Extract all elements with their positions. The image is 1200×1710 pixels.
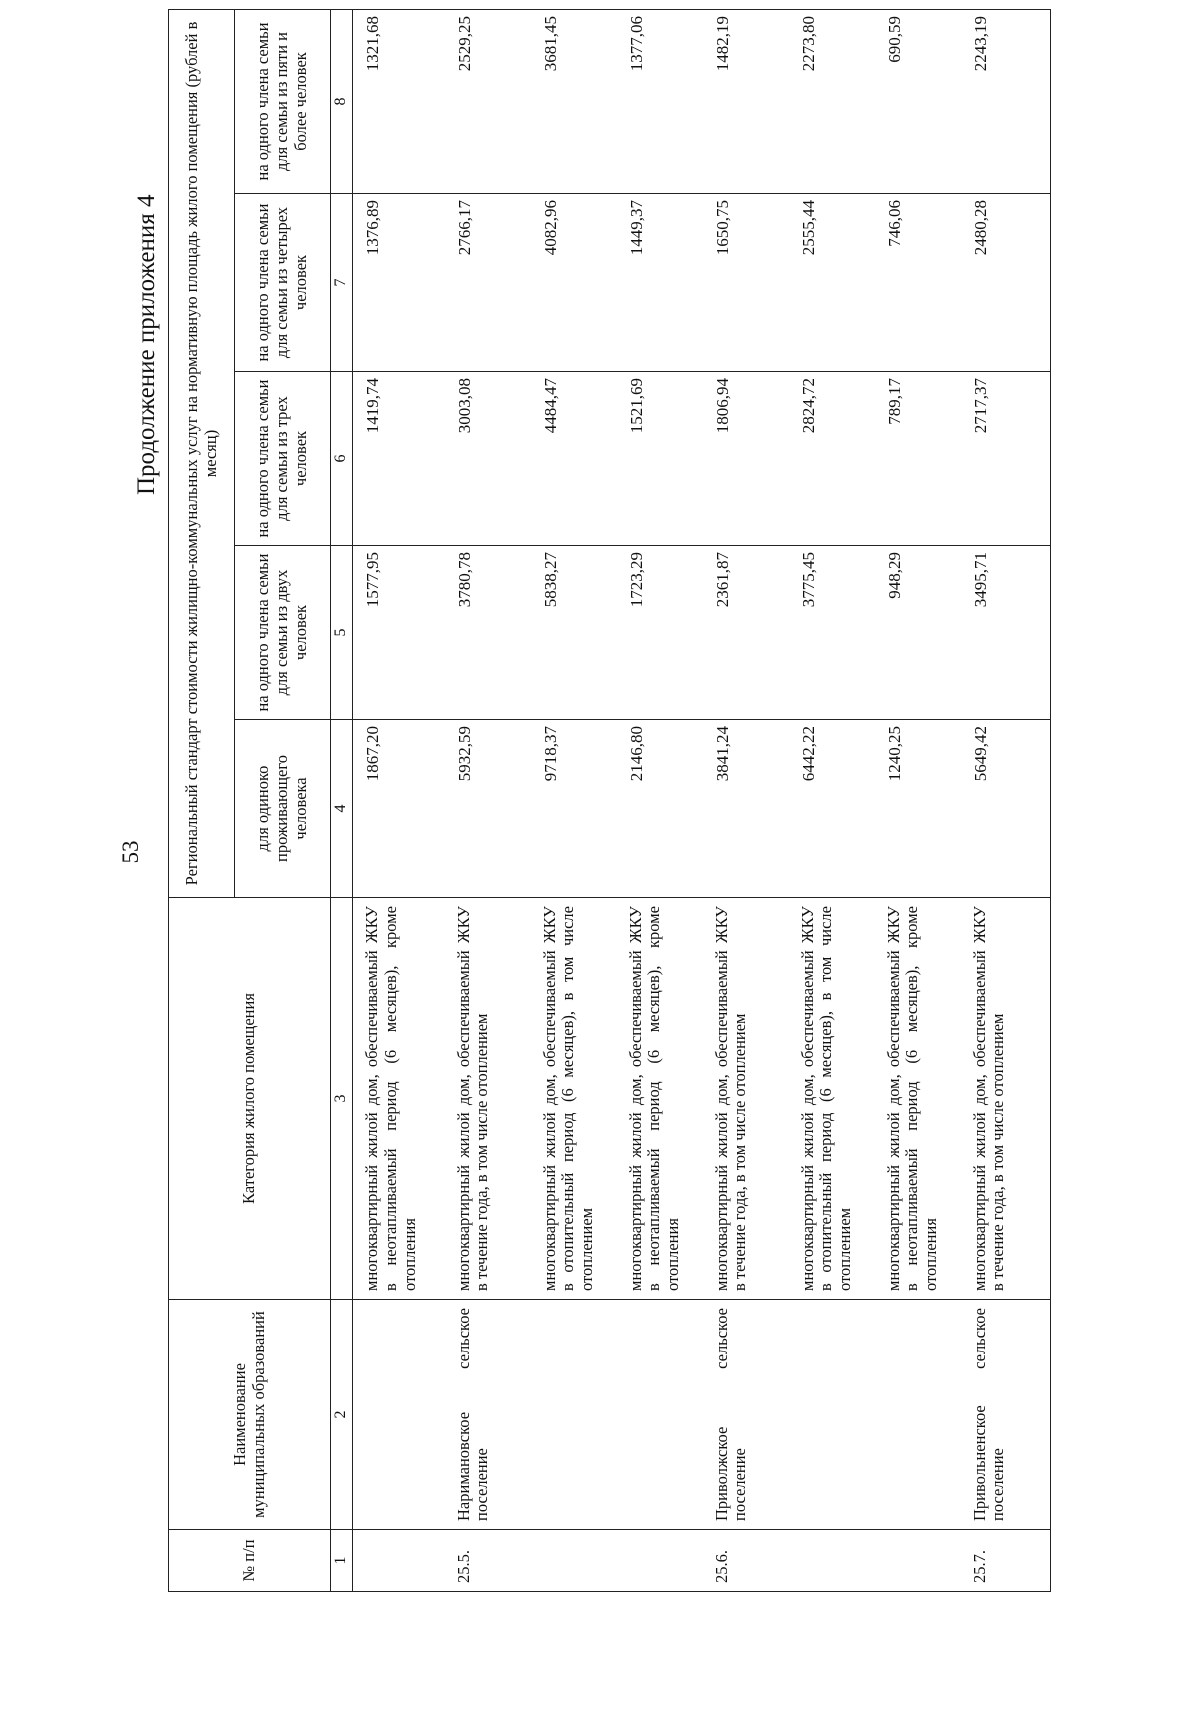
municipality-name [789, 1300, 875, 1530]
value-two: 1723,29 [617, 546, 703, 720]
housing-category: многоквартирный жилой дом, обеспечиваемый ЖКУ в неотапливаемый период (6 месяцев), кроме отопления [617, 898, 703, 1300]
header-group-title: Региональный стандарт стоимости жилищно-коммунальных услуг на нормативную площадь жилого помещения (рублей в месяц) [169, 9, 235, 897]
value-four: 746,06 [875, 194, 961, 372]
value-single: 1240,25 [875, 720, 961, 898]
table-row [353, 9, 445, 1591]
value-three: 2717,37 [961, 372, 1051, 546]
value-two: 2361,87 [703, 546, 789, 720]
housing-category: многоквартирный жилой дом, обеспечиваемый ЖКУ в отопительный период (6 месяцев), в том числе отоплением [531, 898, 617, 1300]
col-number: 4 [331, 720, 353, 898]
value-single: 2146,80 [617, 720, 703, 898]
value-four: 2480,28 [961, 194, 1051, 372]
header-no: № п/п [169, 1530, 331, 1592]
row-number: 25.7. [961, 1530, 1051, 1592]
value-single: 3841,24 [703, 720, 789, 898]
value-three: 789,17 [875, 372, 961, 546]
housing-category: многоквартирный жилой дом, обеспечиваемый ЖКУ в течение года, в том числе отоплением [445, 898, 531, 1300]
header-sub-two: на одного члена семьи для семьи из двух человек [235, 546, 331, 720]
table-row [531, 9, 617, 1591]
value-three: 1419,74 [353, 372, 445, 546]
value-five-plus: 2273,80 [789, 9, 875, 193]
value-two: 3775,45 [789, 546, 875, 720]
value-two: 948,29 [875, 546, 961, 720]
housing-category: многоквартирный жилой дом, обеспечиваемый ЖКУ в отопительный период (6 месяцев), в том числе отоплением [789, 898, 875, 1300]
continuation-title: Продолжение приложения 4 [133, 194, 160, 495]
municipality-name [353, 1300, 445, 1530]
header-sub-three: на одного члена семьи для семьи из трех человек [235, 372, 331, 546]
value-three: 3003,08 [445, 372, 531, 546]
row-number [875, 1530, 961, 1592]
municipality-name: Привольненское сельское поселение [961, 1300, 1051, 1530]
value-three: 1806,94 [703, 372, 789, 546]
value-single: 9718,37 [531, 720, 617, 898]
housing-category: многоквартирный жилой дом, обеспечиваемый ЖКУ в течение года, в том числе отоплением [703, 898, 789, 1300]
row-number [789, 1530, 875, 1592]
header-sub-four: на одного члена семьи для семьи из четырех человек [235, 194, 331, 372]
value-five-plus: 1482,19 [703, 9, 789, 193]
value-four: 1449,37 [617, 194, 703, 372]
col-number: 6 [331, 372, 353, 546]
table-row [617, 9, 703, 1591]
row-number [617, 1530, 703, 1592]
value-two: 1577,95 [353, 546, 445, 720]
header-municipality: Наименование муниципальных образований [169, 1300, 331, 1530]
housing-category: многоквартирный жилой дом, обеспечиваемый ЖКУ в неотапливаемый период (6 месяцев), кроме отопления [353, 898, 445, 1300]
header-sub-single: для одиноко проживающего человека [235, 720, 331, 898]
municipality-name: Наримановское сельское поселение [445, 1300, 531, 1530]
table-row [789, 9, 875, 1591]
value-four: 2766,17 [445, 194, 531, 372]
table-row [875, 9, 961, 1591]
value-five-plus: 1321,68 [353, 9, 445, 193]
table-row [961, 9, 1051, 1591]
municipality-name: Приволжское сельское поселение [703, 1300, 789, 1530]
value-five-plus: 1377,06 [617, 9, 703, 193]
value-two: 3495,71 [961, 546, 1051, 720]
value-four: 1650,75 [703, 194, 789, 372]
value-three: 1521,69 [617, 372, 703, 546]
value-three: 4484,47 [531, 372, 617, 546]
col-number: 2 [331, 1300, 353, 1530]
value-five-plus: 3681,45 [531, 9, 617, 193]
value-single: 5649,42 [961, 720, 1051, 898]
value-five-plus: 690,59 [875, 9, 961, 193]
value-four: 2555,44 [789, 194, 875, 372]
value-single: 6442,22 [789, 720, 875, 898]
housing-category: многоквартирный жилой дом, обеспечиваемый ЖКУ в течение года, в том числе отоплением [961, 898, 1051, 1300]
value-five-plus: 2529,25 [445, 9, 531, 193]
municipality-name [617, 1300, 703, 1530]
table-row [445, 9, 531, 1591]
row-number [531, 1530, 617, 1592]
row-number: 25.5. [445, 1530, 531, 1592]
row-number: 25.6. [703, 1530, 789, 1592]
value-two: 3780,78 [445, 546, 531, 720]
value-single: 5932,59 [445, 720, 531, 898]
col-number: 7 [331, 194, 353, 372]
housing-cost-table [168, 9, 1051, 1592]
page-number: 53 [118, 840, 143, 864]
header-category: Категория жилого помещения [169, 898, 331, 1300]
value-five-plus: 2243,19 [961, 9, 1051, 193]
value-four: 4082,96 [531, 194, 617, 372]
municipality-name [875, 1300, 961, 1530]
col-number: 1 [331, 1530, 353, 1592]
municipality-name [531, 1300, 617, 1530]
value-three: 2824,72 [789, 372, 875, 546]
value-four: 1376,89 [353, 194, 445, 372]
col-number: 3 [331, 898, 353, 1300]
row-number [353, 1530, 445, 1592]
value-single: 1867,20 [353, 720, 445, 898]
col-number: 5 [331, 546, 353, 720]
col-number: 8 [331, 9, 353, 193]
housing-category: многоквартирный жилой дом, обеспечиваемый ЖКУ в неотапливаемый период (6 месяцев), кроме отопления [875, 898, 961, 1300]
header-sub-five-plus: на одного члена семьи для семьи из пяти и более человек [235, 9, 331, 193]
value-two: 5838,27 [531, 546, 617, 720]
table-row [703, 9, 789, 1591]
